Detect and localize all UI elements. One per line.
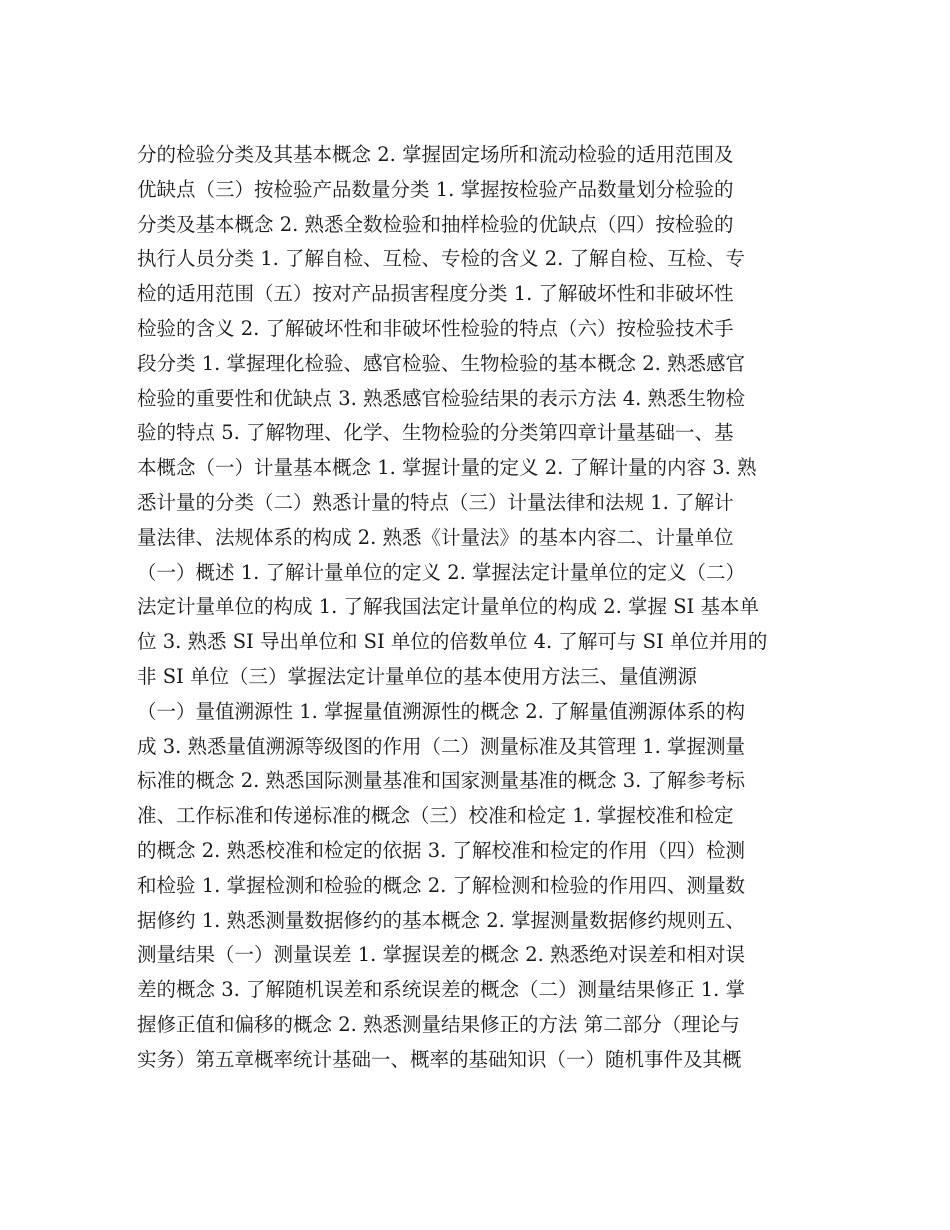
text-line: 握修正值和偏移的概念 2. 熟悉测量结果修正的方法 第二部分（理论与 [137,1012,740,1036]
text-line: 优缺点（三）按检验产品数量分类 1. 掌握按检验产品数量划分检验的 [137,177,734,201]
text-line: 标准的概念 2. 熟悉国际测量基准和国家测量基准的概念 3. 了解参考标 [137,769,746,793]
text-line: 测量结果（一）测量误差 1. 掌握误差的概念 2. 熟悉绝对误差和相对误 [137,943,746,967]
text-line: 和检验 1. 掌握检测和检验的概念 2. 了解检测和检验的作用四、测量数 [137,873,746,897]
text-line: 本概念（一）计量基本概念 1. 掌握计量的定义 2. 了解计量的内容 3. 熟 [137,456,757,480]
text-line: 准、工作标准和传递标准的概念（三）校准和检定 1. 掌握校准和检定 [137,804,734,828]
text-line: 差的概念 3. 了解随机误差和系统误差的概念（二）测量结果修正 1. 掌 [137,978,746,1002]
text-line: 验的特点 5. 了解物理、化学、生物检验的分类第四章计量基础一、基 [137,421,734,445]
text-line: 段分类 1. 掌握理化检验、感官检验、生物检验的基本概念 2. 熟悉感官 [137,351,746,375]
text-line: （一）概述 1. 了解计量单位的定义 2. 掌握法定计量单位的定义（二） [137,560,746,584]
text-line: 非 SI 单位（三）掌握法定计量单位的基本使用方法三、量值溯源 [137,664,697,688]
body-text [137,138,817,1078]
text-line: 检验的重要性和优缺点 3. 熟悉感官检验结果的表示方法 4. 熟悉生物检 [137,386,746,410]
text-line: 检验的含义 2. 了解破坏性和非破坏性检验的特点（六）按检验技术手 [137,316,734,340]
text-line: 的概念 2. 熟悉校准和检定的依据 3. 了解校准和检定的作用（四）检测 [137,838,746,862]
text-line: 执行人员分类 1. 了解自检、互检、专检的含义 2. 了解自检、互检、专 [137,247,746,271]
text-line: 分类及基本概念 2. 熟悉全数检验和抽样检验的优缺点（四）按检验的 [137,212,734,236]
text-line: 量法律、法规体系的构成 2. 熟悉《计量法》的基本内容二、计量单位 [137,525,734,549]
text-line: 法定计量单位的构成 1. 了解我国法定计量单位的构成 2. 掌握 SI 基本单 [137,595,759,619]
text-line: 检的适用范围（五）按对产品损害程度分类 1. 了解破坏性和非破坏性 [137,282,734,306]
text-line: 悉计量的分类（二）熟悉计量的特点（三）计量法律和法规 1. 了解计 [137,490,734,514]
text-line: 据修约 1. 熟悉测量数据修约的基本概念 2. 掌握测量数据修约规则五、 [137,908,746,932]
text-line: 位 3. 熟悉 SI 导出单位和 SI 单位的倍数单位 4. 了解可与 SI 单位并用的 [137,630,768,654]
text-line: 实务）第五章概率统计基础一、概率的基础知识（一）随机事件及其概 [137,1047,742,1071]
text-line: （一）量值溯源性 1. 掌握量值溯源性的概念 2. 了解量值溯源体系的构 [137,699,746,723]
text-line: 成 3. 熟悉量值溯源等级图的作用（二）测量标准及其管理 1. 掌握测量 [137,734,746,758]
text-line: 分的检验分类及其基本概念 2. 掌握固定场所和流动检验的适用范围及 [137,143,734,166]
